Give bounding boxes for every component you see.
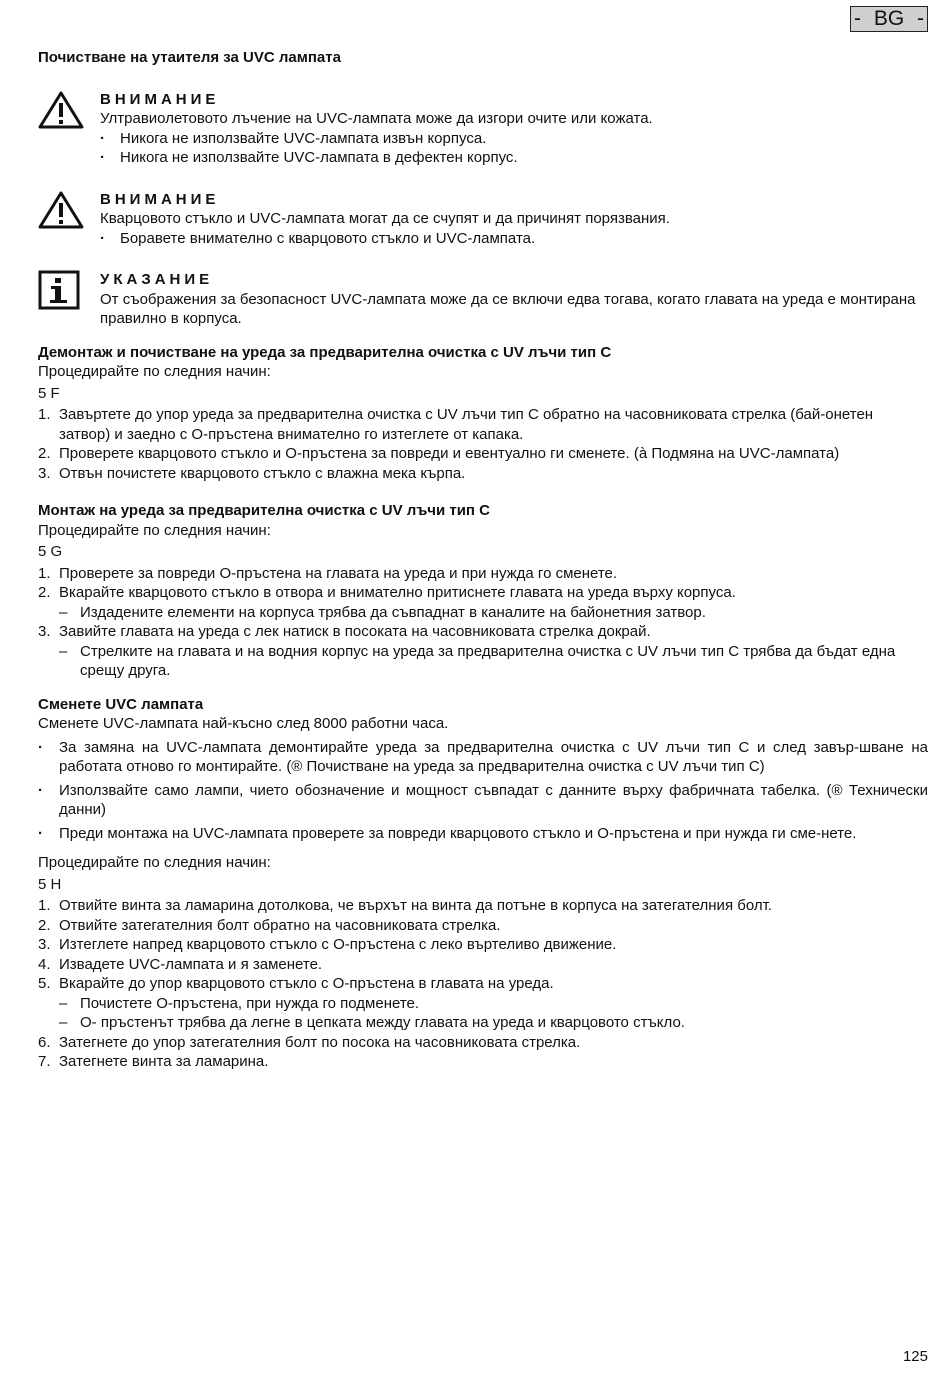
section-intro: Сменете UVC-лампата най-късно след 8000 работни часа. [38,715,449,732]
step-text: Вкарайте до упор кварцовото стъкло с O-пръстена в главата на уреда. [59,975,554,992]
warning-bullet: · Боравете внимателно с кварцовото стъкло и UVC-лампата. [100,229,928,249]
info-icon [38,270,80,310]
step-text: Затегнете до упор затегателния болт по посока на часовниковата стрелка. [59,1033,581,1051]
figure-reference: 5 G [38,543,63,560]
section-intro: Процедирайте по следния начин: [38,854,271,871]
step-text: Изтеглете напред кварцовото стъкло с O-пръстена с леко въртеливо движение. [59,936,617,953]
section-heading: Монтаж на уреда за предварителна очистка с UV лъчи тип C [38,502,490,519]
figure-reference: 5 H [38,875,62,893]
step-text: Отвийте винта за ламарина дотолкова, че върхът на винта да потъне в корпуса на затегателния болт. [59,897,772,914]
warning-triangle-icon [38,190,84,230]
note-label: УКАЗАНИЕ [100,271,214,288]
step-item [38,916,928,936]
step-number: 3. [38,464,51,482]
bullet-list [38,738,928,844]
badge-code: BG [873,7,905,30]
badge-dash-left: - [854,7,861,30]
warning-text: Кварцовото стъкло и UVC-лампата могат да се счупят и да причинят порязвания. [100,210,670,227]
step-text: Завийте главата на уреда с лек натиск в посоката на часовниковата стрелка докрай. [59,623,651,640]
badge-dash-right: - [917,7,924,30]
section-intro: Процедирайте по следния начин: [38,363,271,380]
step-text: Вкарайте кварцовото стъкло в отвора и внимателно притиснете главата на уреда върху корпуса. [59,584,736,601]
step-number: 3. [38,936,51,953]
step-item [38,1052,928,1072]
step-item [38,583,928,603]
sub-step: – O- пръстенът трябва да легне в цепката между главата на уреда и кварцовото стъкло. [38,1013,928,1033]
step-item [38,955,928,975]
step-text: Проверете за повреди O-пръстена на главата на уреда и при нужда го сменете. [59,564,618,582]
step-item [38,405,928,444]
step-number: 4. [38,955,51,973]
step-text: Завъртете до упор уреда за предварителна очистка с UV лъчи тип C обратно на часовниковата стрелка (бай-онетен затвор) и заедно с O-пръстена внимателно го изтеглете от капака. [59,406,874,443]
step-number: 1. [38,897,51,914]
step-number: 2. [38,445,51,462]
steps-list [38,564,928,681]
figure-reference: 5 F [38,384,60,402]
bullet-item: · Използвайте само лампи, чието обозначение и мощност съвпадат с данните върху фабричната табелка. (® Технически данни) [38,781,928,820]
page-number: 125 [902,1347,928,1365]
section-replace-lamp [38,695,928,1072]
section-heading: Сменете UVC лампата [38,695,204,713]
warning-triangle-icon [38,90,84,130]
warning-bullet: · Никога не използвайте UVC-лампата в дефектен корпус. [100,148,928,168]
section-heading: Демонтаж и почистване на уреда за предварителна очистка с UV лъчи тип C [38,343,612,361]
step-text: Извадете UVC-лампата и я заменете. [59,955,323,973]
warning-text: Ултравиолетовото лъчение на UVC-лампата може да изгори очите или кожата. [100,110,653,127]
step-number: 1. [38,564,51,582]
language-badge [850,6,928,32]
page-title: Почистване на утаителя за UVC лампата [38,49,341,66]
step-text: Отвън почистете кварцовото стъкло с влажна мека кърпа. [59,464,466,482]
step-number: 7. [38,1053,51,1070]
note-text: От съображения за безопасност UVC-лампата може да се включи едва тогава, когато главата на уреда е монтирана правилно в корпуса. [100,290,916,327]
note-block [38,270,928,329]
sub-step: – Издадените елементи на корпуса трябва да съвпаднат в каналите на байонетния затвор. [38,603,928,623]
step-number: 3. [38,623,51,640]
step-item [38,1033,928,1053]
step-text: Проверете кварцовото стъкло и O-пръстена за повреди и евентуално ги сменете. (à Подмяна на UVC-лампата) [59,445,840,462]
step-item [38,935,928,955]
step-number: 2. [38,584,51,601]
warning-block-2 [38,190,928,249]
step-number: 2. [38,916,51,934]
step-item [38,622,928,642]
step-number: 5. [38,975,51,992]
section-dismantle [38,343,928,484]
step-text: Затегнете винта за ламарина. [59,1053,269,1070]
step-item [38,464,928,484]
section-mount [38,501,928,681]
step-number: 1. [38,406,51,423]
warning-label: ВНИМАНИЕ [100,190,220,208]
sub-step: – Стрелките на главата и на водния корпус на уреда за предварителна очистка с UV лъчи тип C трябва да бъдат една срещу друга. [38,642,928,681]
page-content [38,48,928,1072]
warning-bullet: · Никога не използвайте UVC-лампата извън корпуса. [100,129,928,149]
step-number: 6. [38,1033,51,1051]
step-text: Отвийте затегателния болт обратно на часовниковата стрелка. [59,916,501,934]
step-item [38,444,928,464]
step-item [38,564,928,584]
bullet-item: · Преди монтажа на UVC-лампата проверете за повреди кварцовото стъкло и O-пръстена и при нужда ги сме-нете. [38,824,928,844]
step-item [38,974,928,994]
warning-block-1 [38,90,928,168]
steps-list [38,405,928,483]
sub-step: – Почистете O-пръстена, при нужда го подменете. [38,994,928,1014]
step-item [38,896,928,916]
section-intro: Процедирайте по следния начин: [38,521,271,539]
warning-label: ВНИМАНИЕ [100,90,220,108]
steps-list [38,896,928,1072]
bullet-item: · За замяна на UVC-лампата демонтирайте уреда за предварителна очистка с UV лъчи тип C и след завър-шване на работата отново го монтирайте. (® Почистване на уреда за предварителна очистка с UV лъчи тип C) [38,738,928,777]
